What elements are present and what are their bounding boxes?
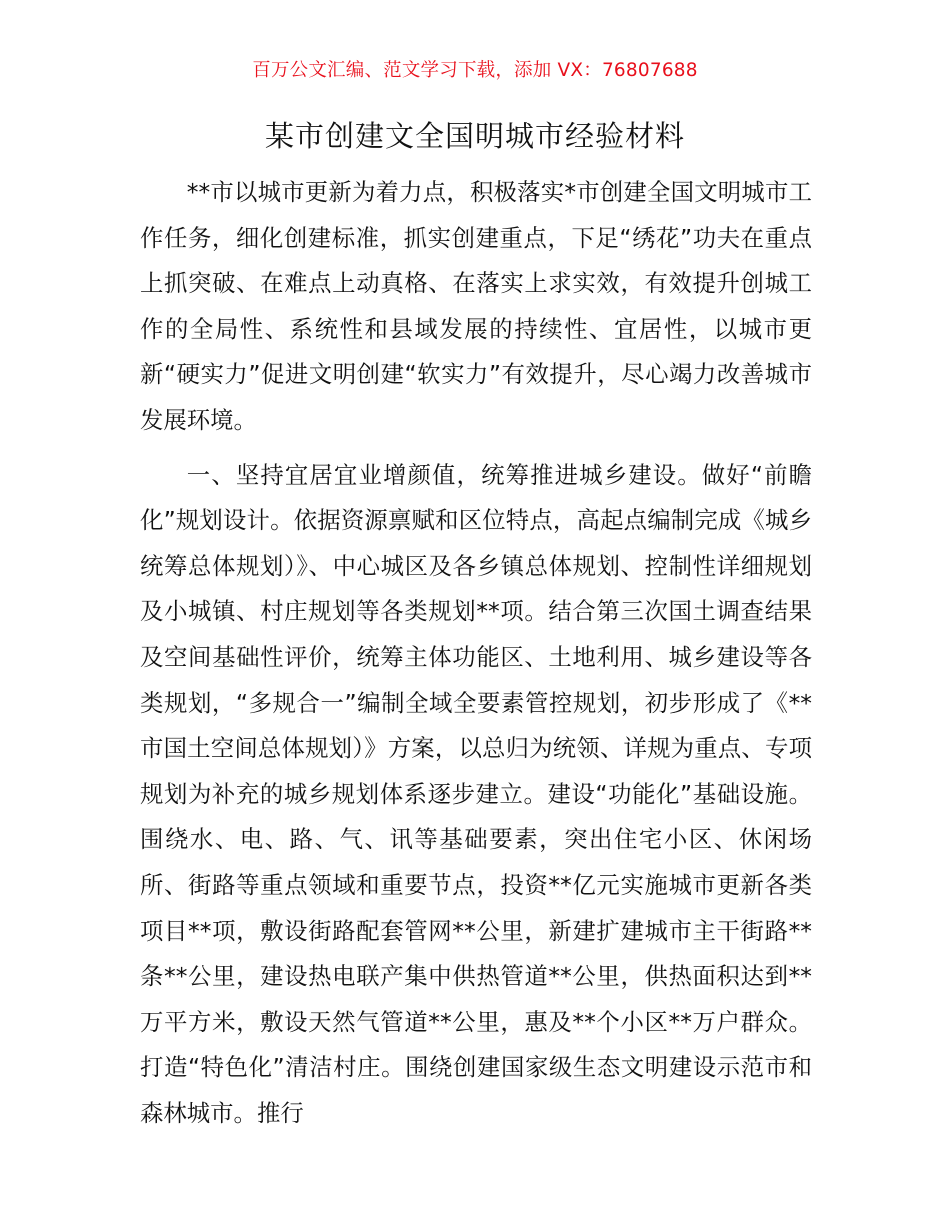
paragraph-intro: **市以城市更新为着力点，积极落实*市创建全国文明城市工作任务，细化创建标准，抓实创建重点，下足“绣花”功夫在重点上抓突破、在难点上动真格、在落实上求实效，有效提升创城工作的全局性、系统性和县域发展的持续性、宜居性，以城市更新“硬实力”促进文明创建“软实力”有效提升，尽心竭力改善城市发展环境。 <box>140 178 812 434</box>
document-body <box>140 170 812 1136</box>
document-title: 某市创建文全国明城市经验材料 <box>264 119 685 153</box>
header-banner: 百万公文汇编、范文学习下载，添加 VX：76807688 <box>252 60 698 81</box>
paragraph-section-1: 一、坚持宜居宜业增颜值，统筹推进城乡建设。做好“前瞻化”规划设计。依据资源禀赋和区位特点，高起点编制完成《城乡统筹总体规划）》、中心城区及各乡镇总体规划、控制性详细规划及小城镇、村庄规划等各类规划**项。结合第三次国土调查结果及空间基础性评价，统筹主体功能区、土地利用、城乡建设等各类规划，“多规合一”编制全域全要素管控规划，初步形成了《**市国土空间总体规划）》方案，以总归为统领、详规为重点、专项规划为补充的城乡规划体系逐步建立。建设“功能化”基础设施。围绕水、电、路、气、讯等基础要素，突出住宅小区、休闲场所、街路等重点领域和重要节点，投资**亿元实施城市更新各类项目**项，敷设街路配套管网**公里，新建扩建城市主干街路**条**公里，建设热电联产集中供热管道**公里，供热面积达到**万平方米，敷设天然气管道**公里，惠及**个小区**万户群众。打造“特色化”清洁村庄。围绕创建国家级生态文明建设示范市和森林城市。推行 <box>140 460 812 1127</box>
